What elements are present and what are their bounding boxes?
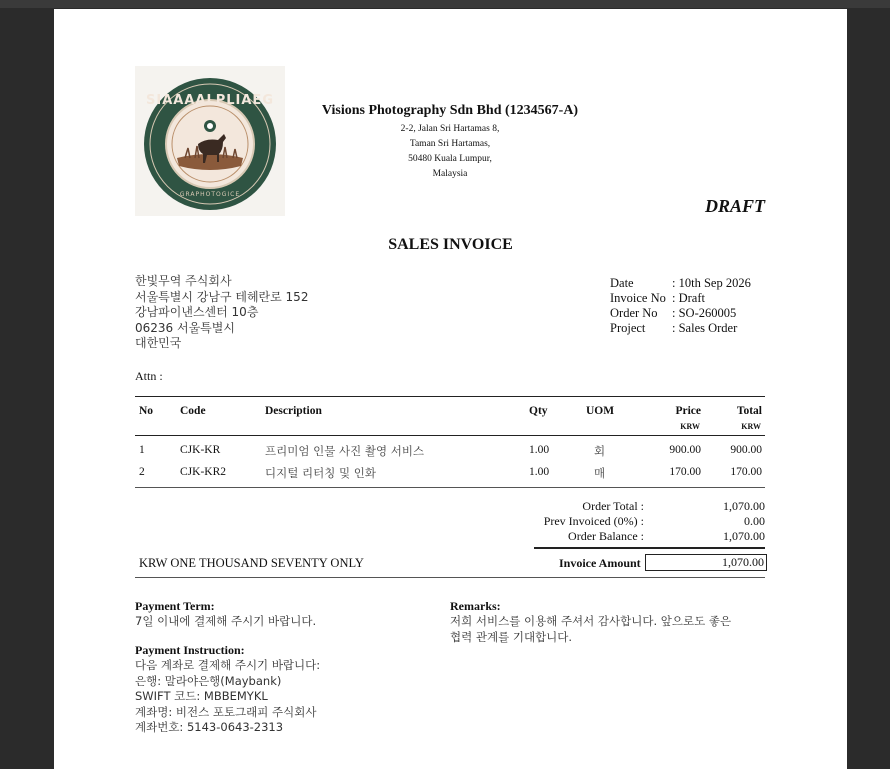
meta-value: : Draft <box>672 291 705 305</box>
company-logo <box>135 66 285 216</box>
cell-no: 2 <box>139 466 145 478</box>
payment-instruction-heading: Payment Instruction: <box>135 643 245 657</box>
table-row <box>135 439 765 461</box>
total-row <box>454 514 765 529</box>
totals-rule <box>534 547 765 549</box>
address-line: Taman Sri Hartamas, <box>409 139 491 149</box>
col-description: Description <box>265 405 322 417</box>
total-value: 1,070.00 <box>723 529 765 543</box>
address-line: 2-2, Jalan Sri Hartamas 8, <box>400 124 500 134</box>
bill-to-line: 대한민국 <box>135 336 182 350</box>
cell-uom: 매 <box>594 466 606 480</box>
meta-value: : Sales Order <box>672 321 738 335</box>
col-uom: UOM <box>586 405 615 417</box>
col-no: No <box>139 405 154 417</box>
table-bottom-rule <box>135 487 765 488</box>
col-total: Total <box>736 405 762 417</box>
col-price: Price <box>675 405 701 417</box>
total-row <box>454 529 765 544</box>
meta-row-project <box>610 321 751 336</box>
cell-code: CJK-KR2 <box>180 466 227 478</box>
bill-to-address <box>135 274 308 352</box>
bill-to-line: 06236 서울특별시 <box>135 320 235 335</box>
invoice-amount-value: 1,070.00 <box>645 554 767 571</box>
total-label: Order Total : <box>582 499 644 513</box>
cell-price: 900.00 <box>669 444 701 456</box>
remarks-heading: Remarks: <box>450 599 501 613</box>
address-line: 50480 Kuala Lumpur, <box>408 154 492 164</box>
payment-term-heading: Payment Term: <box>135 599 215 613</box>
total-label: Order Balance : <box>568 529 644 543</box>
instruction-line: 계좌번호: 5143-0643-2313 <box>135 720 284 734</box>
amount-rule <box>135 577 765 578</box>
bill-to-line: 서울특별시 강남구 테헤란로 152 <box>135 289 309 304</box>
meta-row-invoice-no <box>610 291 751 306</box>
address-line: Malaysia <box>432 169 468 179</box>
line-items-table <box>135 396 765 488</box>
instruction-line: 계좌명: 비전스 포토그래피 주식회사 <box>135 704 317 719</box>
meta-label: Invoice No <box>610 291 666 305</box>
table-row <box>135 461 765 483</box>
col-qty: Qty <box>529 405 548 417</box>
payment-instruction-section <box>135 643 320 736</box>
meta-row-date <box>610 276 751 291</box>
draft-label: DRAFT <box>704 196 765 216</box>
total-label: Prev Invoiced (0%) : <box>543 514 644 528</box>
meta-value: : 10th Sep 2026 <box>672 276 751 290</box>
cell-price: 170.00 <box>669 466 701 478</box>
remarks-line: 저희 서비스를 이용해 주셔서 감사합니다. 앞으로도 좋은 <box>450 614 732 628</box>
meta-label: Date <box>610 276 634 290</box>
cell-total: 170.00 <box>730 466 762 478</box>
company-name: Visions Photography Sdn Bhd (1234567-A) <box>321 103 579 118</box>
meta-label: Project <box>610 321 646 335</box>
meta-label: Order No <box>610 306 658 320</box>
company-address <box>314 122 586 182</box>
invoice-amount-label: Invoice Amount <box>559 556 641 570</box>
document-title: SALES INVOICE <box>388 236 513 253</box>
payment-term-text: 7일 이내에 결제해 주시기 바랍니다. <box>135 614 317 628</box>
bill-to-line: 한빛무역 주식회사 <box>135 274 232 288</box>
attn-label: Attn : <box>135 369 163 383</box>
price-currency: KRW <box>680 422 700 431</box>
col-code: Code <box>180 405 206 417</box>
cell-qty: 1.00 <box>529 444 550 456</box>
remarks-line: 협력 관계를 기대합니다. <box>450 629 573 644</box>
totals-block <box>454 499 765 544</box>
cell-code: CJK-KR <box>180 444 221 456</box>
instruction-line: 은행: 말라야은행(Maybank) <box>135 673 282 688</box>
logo-text: SIAAAALPLIAEG <box>146 93 274 108</box>
cell-no: 1 <box>139 444 145 456</box>
total-value: 0.00 <box>744 514 765 528</box>
remarks-section <box>450 599 770 645</box>
cell-uom: 회 <box>594 444 606 458</box>
logo-subtext: GRAPHOTOGICE <box>179 191 241 198</box>
payment-instruction-text <box>135 658 320 736</box>
cell-qty: 1.00 <box>529 466 550 478</box>
total-row <box>454 499 765 514</box>
cell-total: 900.00 <box>730 444 762 456</box>
total-value: 1,070.00 <box>723 499 765 513</box>
table-header <box>135 397 765 435</box>
invoice-meta <box>610 276 751 336</box>
meta-row-order-no <box>610 306 751 321</box>
viewer-toolbar <box>0 0 890 8</box>
payment-term-section <box>135 599 316 630</box>
company-header <box>314 103 586 182</box>
instruction-line: SWIFT 코드: MBBEMYKL <box>135 689 268 703</box>
cell-description: 디지털 리터칭 및 인화 <box>265 466 376 480</box>
total-currency: KRW <box>741 422 761 431</box>
meta-value: : SO-260005 <box>672 306 737 320</box>
cell-description: 프리미엄 인물 사진 촬영 서비스 <box>265 444 425 458</box>
instruction-line: 다음 계좌로 결제해 주시기 바랍니다: <box>135 658 321 672</box>
bill-to-line: 강남파이낸스센터 10층 <box>135 305 259 319</box>
remarks-text <box>450 614 770 645</box>
invoice-page <box>54 9 847 769</box>
amount-in-words: KRW ONE THOUSAND SEVENTY ONLY <box>139 556 364 570</box>
